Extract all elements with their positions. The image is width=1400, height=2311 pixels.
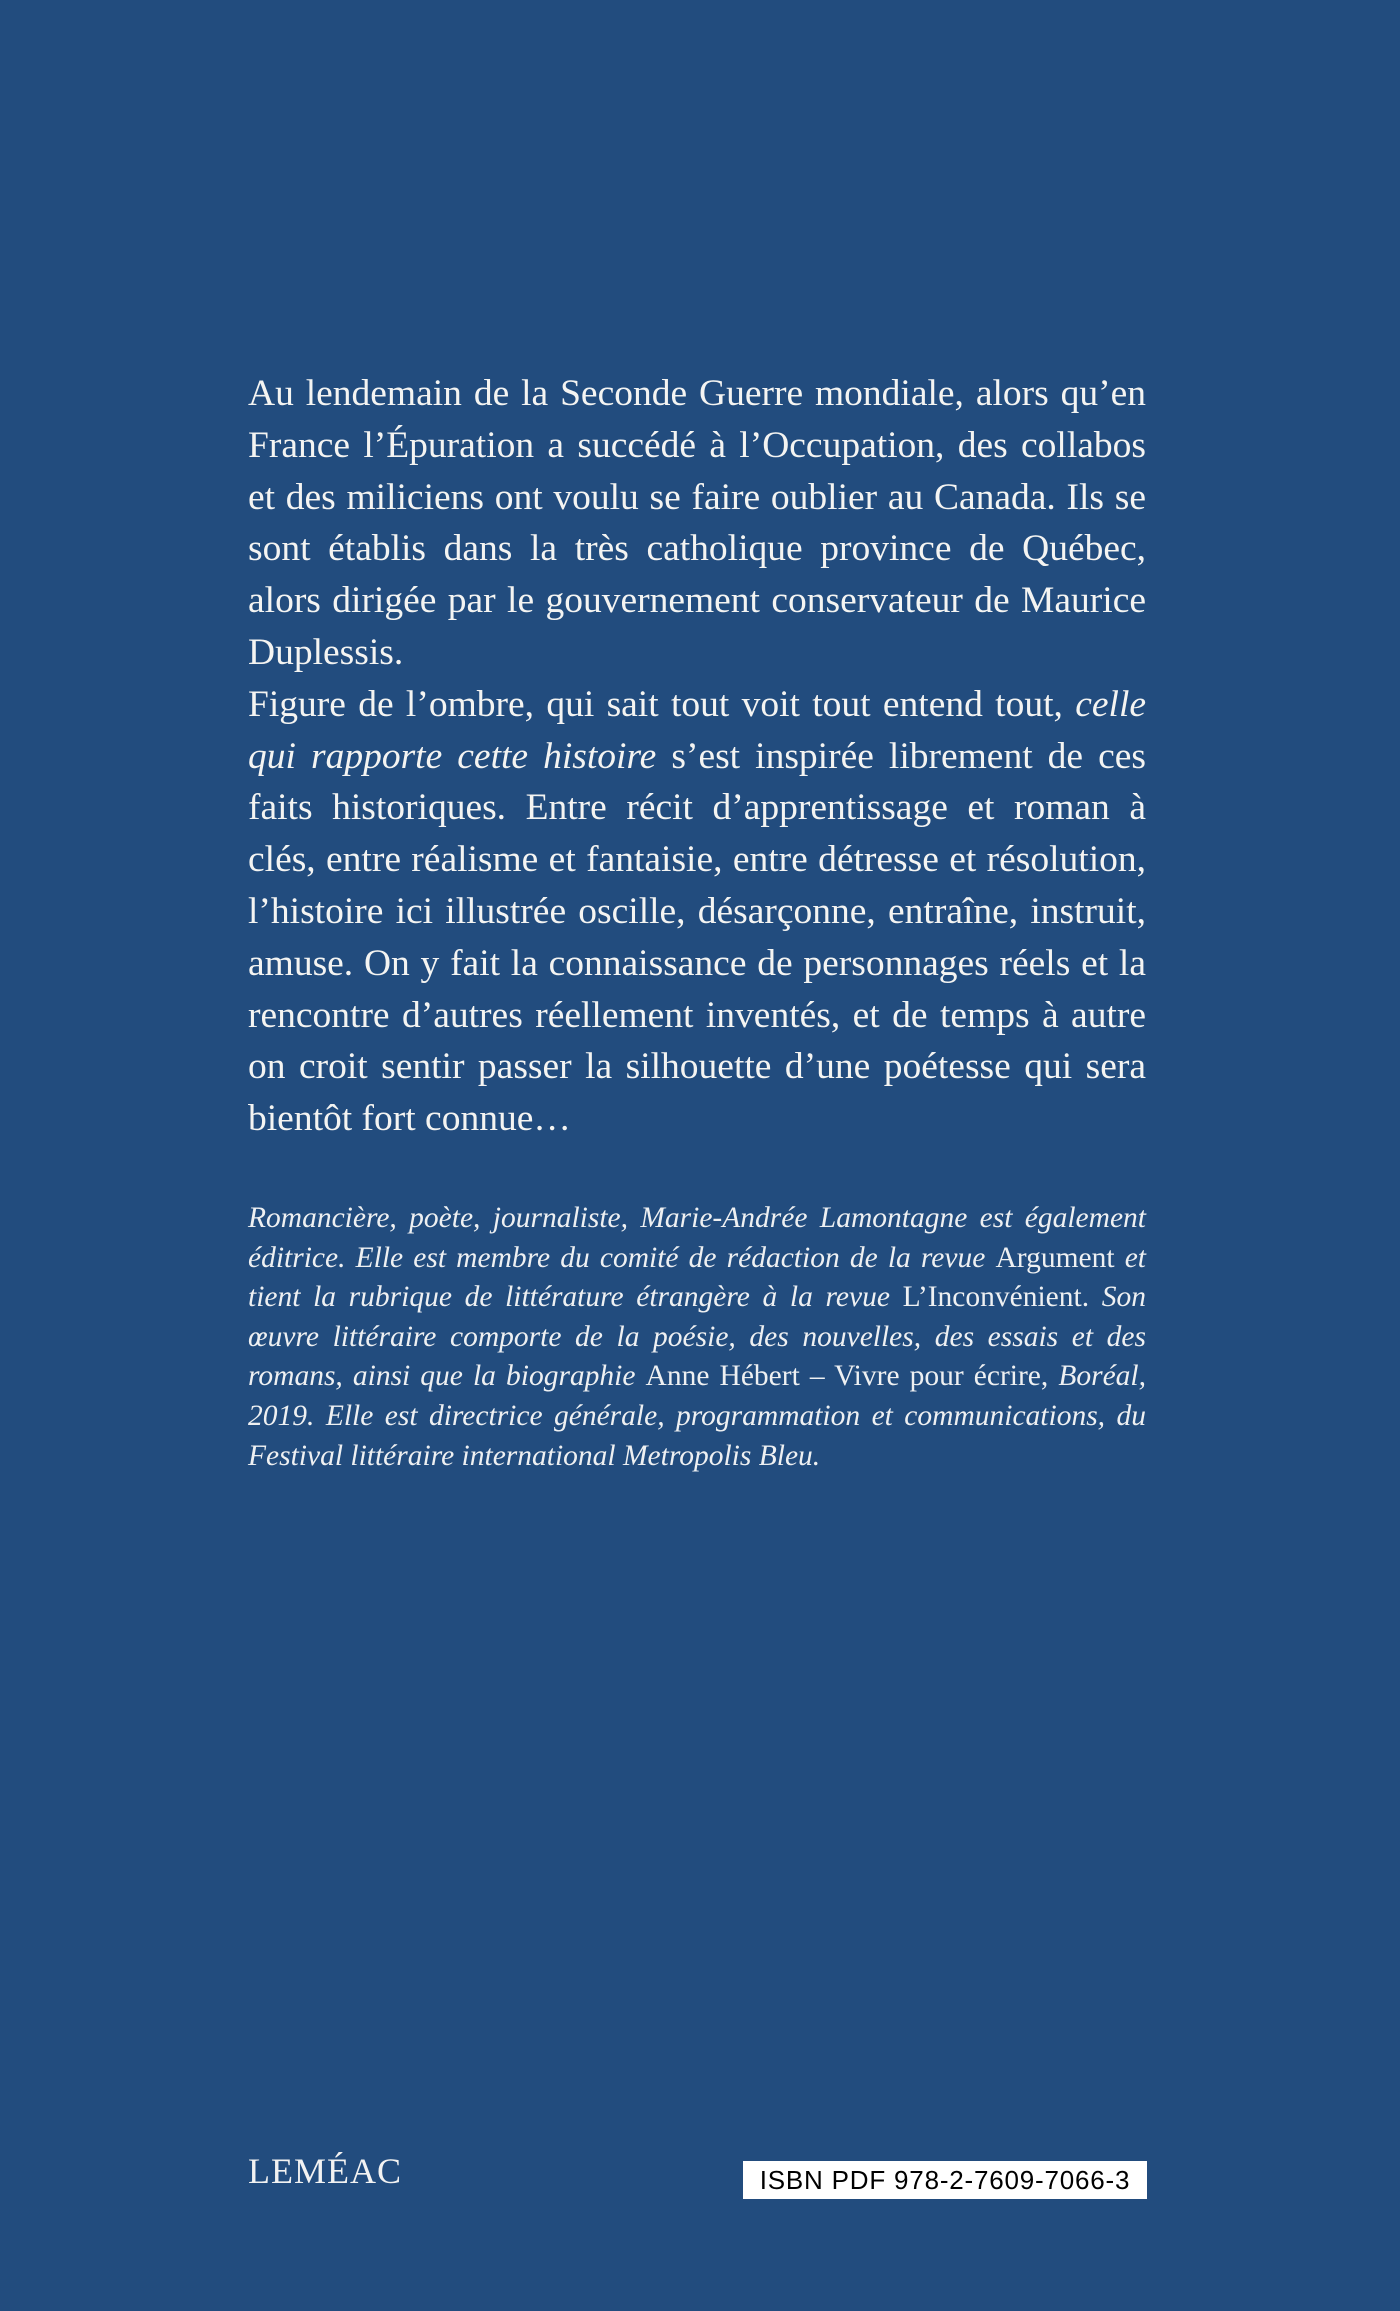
bio-journal-title-argument: Argument xyxy=(995,1241,1115,1274)
isbn-label: ISBN PDF 978-2-7609-7066-3 xyxy=(743,2161,1147,2199)
bio-part-1: Romancière, poète, journaliste, Marie-Andrée Lamontagne est également éditrice. Elle est membre du comité de rédaction de la revue xyxy=(248,1202,1146,1274)
summary-paragraph-2-italic: celle qui rapporte cette histoire xyxy=(248,683,1147,777)
bio-part-3: Son œuvre littéraire comporte de la poésie, des nouvelles, des essais et des romans, ainsi que la biographie xyxy=(248,1281,1146,1393)
summary-paragraph-1: Au lendemain de la Seconde Guerre mondiale, alors qu’en France l’Épuration a succédé à l’Occupation, des collabos et des miliciens ont voulu se faire oublier au Canada. Ils se sont établis dans la très catholique province de Québec, alors dirigée par le gouvernement conservateur de Maurice Duplessis. xyxy=(248,373,1146,673)
bio-book-title: Anne Hébert – Vivre pour écrire, xyxy=(645,1360,1049,1393)
summary-paragraph-2 xyxy=(248,679,1146,1145)
publisher-logo: LEMÉAC xyxy=(248,2151,402,2191)
bio-journal-title-inconvenient: L’Inconvénient. xyxy=(902,1281,1090,1314)
bio-part-2: et tient la rubrique de littérature étrangère à la revue xyxy=(248,1241,1146,1314)
bio-part-4: Boréal, 2019. Elle est directrice générale, programmation et communications, du Festival littéraire international Metropolis Bleu. xyxy=(248,1360,1147,1472)
summary-paragraph-2-lead: Figure de l’ombre, qui sait tout voit tout entend tout, xyxy=(248,683,1063,725)
book-summary xyxy=(248,368,1146,1145)
author-biography xyxy=(248,1199,1146,1476)
summary-paragraph-2-rest: s’est inspirée librement de ces faits historiques. Entre récit d’apprentissage et roman à clés, entre réalisme et fantaisie, entre détresse et résolution, l’histoire ici illustrée oscille, désarçonne, entraîne, instruit, amuse. On y fait la connaissance de personnages réels et la rencontre d’autres réellement inventés, et de temps à autre on croit sentir passer la silhouette d’une poétesse qui sera bientôt fort connue… xyxy=(248,735,1146,1140)
